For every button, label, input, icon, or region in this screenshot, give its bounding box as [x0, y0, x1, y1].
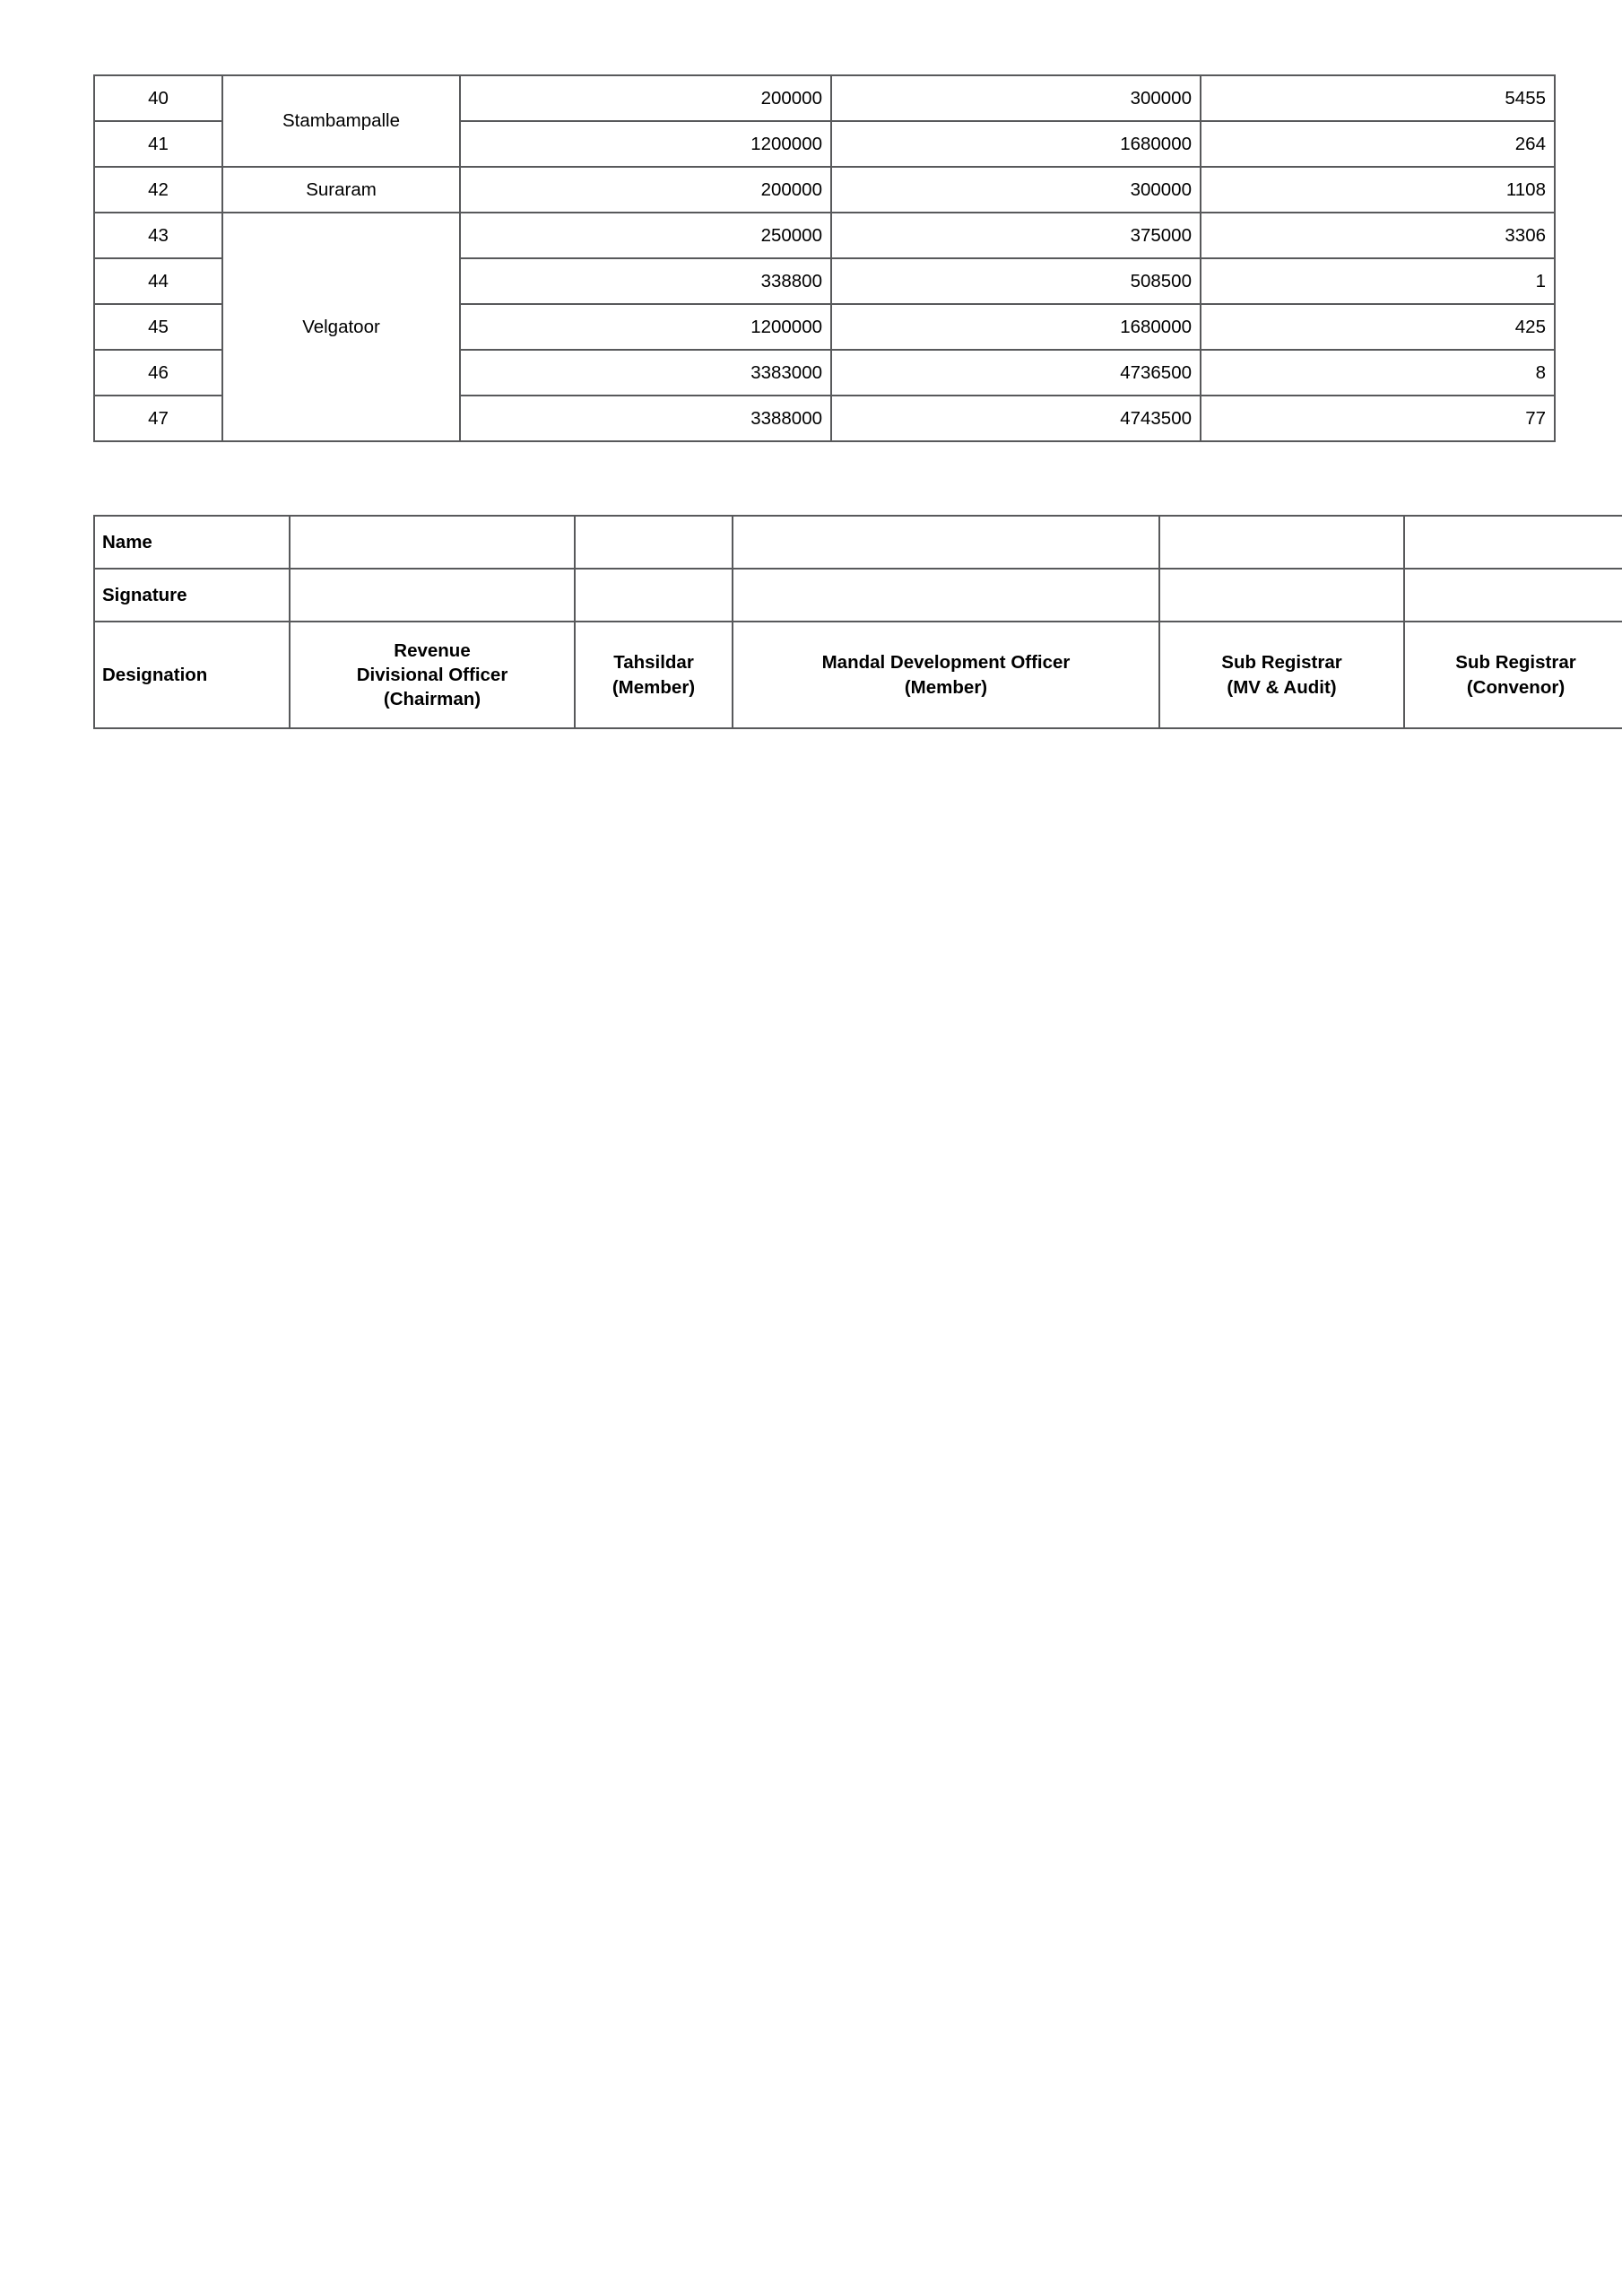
- village-rates-table: [93, 74, 1556, 442]
- name-cell-tahsildar[interactable]: [575, 516, 733, 569]
- cell-col5: 3306: [1201, 213, 1555, 258]
- cell-village: Stambampalle: [222, 75, 460, 167]
- cell-sno: 42: [94, 167, 222, 213]
- name-cell-subregistrar-mv[interactable]: [1159, 516, 1404, 569]
- cell-col4: 1680000: [831, 304, 1201, 350]
- cell-col5: 264: [1201, 121, 1555, 167]
- cell-sno: 43: [94, 213, 222, 258]
- cell-col3: 200000: [460, 167, 831, 213]
- designation-title-line1-tahsildar: Tahsildar: [613, 652, 694, 674]
- cell-col5: 5455: [1201, 75, 1555, 121]
- cell-col3: 338800: [460, 258, 831, 304]
- signature-row-signature: [94, 569, 1622, 622]
- cell-col3: 1200000: [460, 121, 831, 167]
- cell-col4: 300000: [831, 75, 1201, 121]
- designation-title-line1-subregistrar-convenor: Sub Registrar: [1455, 652, 1576, 674]
- designation-role-tahsildar: (Member): [612, 676, 696, 698]
- designation-cell-chairman: [290, 622, 575, 728]
- cell-col5: 1: [1201, 258, 1555, 304]
- table-row: [94, 213, 1555, 258]
- cell-col4: 375000: [831, 213, 1201, 258]
- signature-row-designation: [94, 622, 1622, 728]
- designation-title-line2-chairman: Divisional Officer: [356, 664, 508, 685]
- signature-block-container: [93, 515, 1576, 729]
- cell-col3: 250000: [460, 213, 831, 258]
- cell-col5: 1108: [1201, 167, 1555, 213]
- cell-sno: 41: [94, 121, 222, 167]
- designation-cell-subregistrar-mv: [1159, 622, 1404, 728]
- cell-col4: 300000: [831, 167, 1201, 213]
- signature-row-name: [94, 516, 1622, 569]
- row-label-signature: Signature: [94, 569, 290, 622]
- cell-village: Velgatoor: [222, 213, 460, 441]
- cell-col4: 1680000: [831, 121, 1201, 167]
- signature-block-table: [93, 515, 1622, 729]
- row-label-name: Name: [94, 516, 290, 569]
- cell-col5: 77: [1201, 396, 1555, 441]
- signature-cell-chairman[interactable]: [290, 569, 575, 622]
- cell-village: Suraram: [222, 167, 460, 213]
- designation-role-subregistrar-mv: (MV & Audit): [1227, 676, 1337, 698]
- name-cell-chairman[interactable]: [290, 516, 575, 569]
- cell-sno: 40: [94, 75, 222, 121]
- cell-col4: 4743500: [831, 396, 1201, 441]
- cell-col4: 508500: [831, 258, 1201, 304]
- name-cell-mdo[interactable]: [733, 516, 1159, 569]
- name-cell-subregistrar-convenor[interactable]: [1404, 516, 1622, 569]
- designation-cell-subregistrar-convenor: [1404, 622, 1622, 728]
- designation-cell-tahsildar: [575, 622, 733, 728]
- cell-col5: 425: [1201, 304, 1555, 350]
- designation-title-line1-mdo: Mandal Development Officer: [821, 652, 1071, 674]
- signature-cell-subregistrar-convenor[interactable]: [1404, 569, 1622, 622]
- cell-col3: 3383000: [460, 350, 831, 396]
- cell-sno: 45: [94, 304, 222, 350]
- cell-col3: 200000: [460, 75, 831, 121]
- cell-col3: 3388000: [460, 396, 831, 441]
- signature-cell-subregistrar-mv[interactable]: [1159, 569, 1404, 622]
- table-row: [94, 167, 1555, 213]
- designation-title-line1-subregistrar-mv: Sub Registrar: [1221, 652, 1342, 674]
- designation-role-mdo: (Member): [904, 676, 988, 698]
- signature-cell-mdo[interactable]: [733, 569, 1159, 622]
- signature-cell-tahsildar[interactable]: [575, 569, 733, 622]
- row-label-designation: Designation: [94, 622, 290, 728]
- cell-sno: 46: [94, 350, 222, 396]
- designation-title-line1-chairman: Revenue: [394, 639, 471, 661]
- cell-sno: 44: [94, 258, 222, 304]
- designation-role-subregistrar-convenor: (Convenor): [1466, 676, 1566, 698]
- designation-role-chairman: (Chairman): [383, 689, 481, 710]
- cell-col3: 1200000: [460, 304, 831, 350]
- cell-sno: 47: [94, 396, 222, 441]
- cell-col5: 8: [1201, 350, 1555, 396]
- designation-cell-mdo: [733, 622, 1159, 728]
- table-row: [94, 75, 1555, 121]
- village-rates-table-container: [93, 74, 1546, 442]
- cell-col4: 4736500: [831, 350, 1201, 396]
